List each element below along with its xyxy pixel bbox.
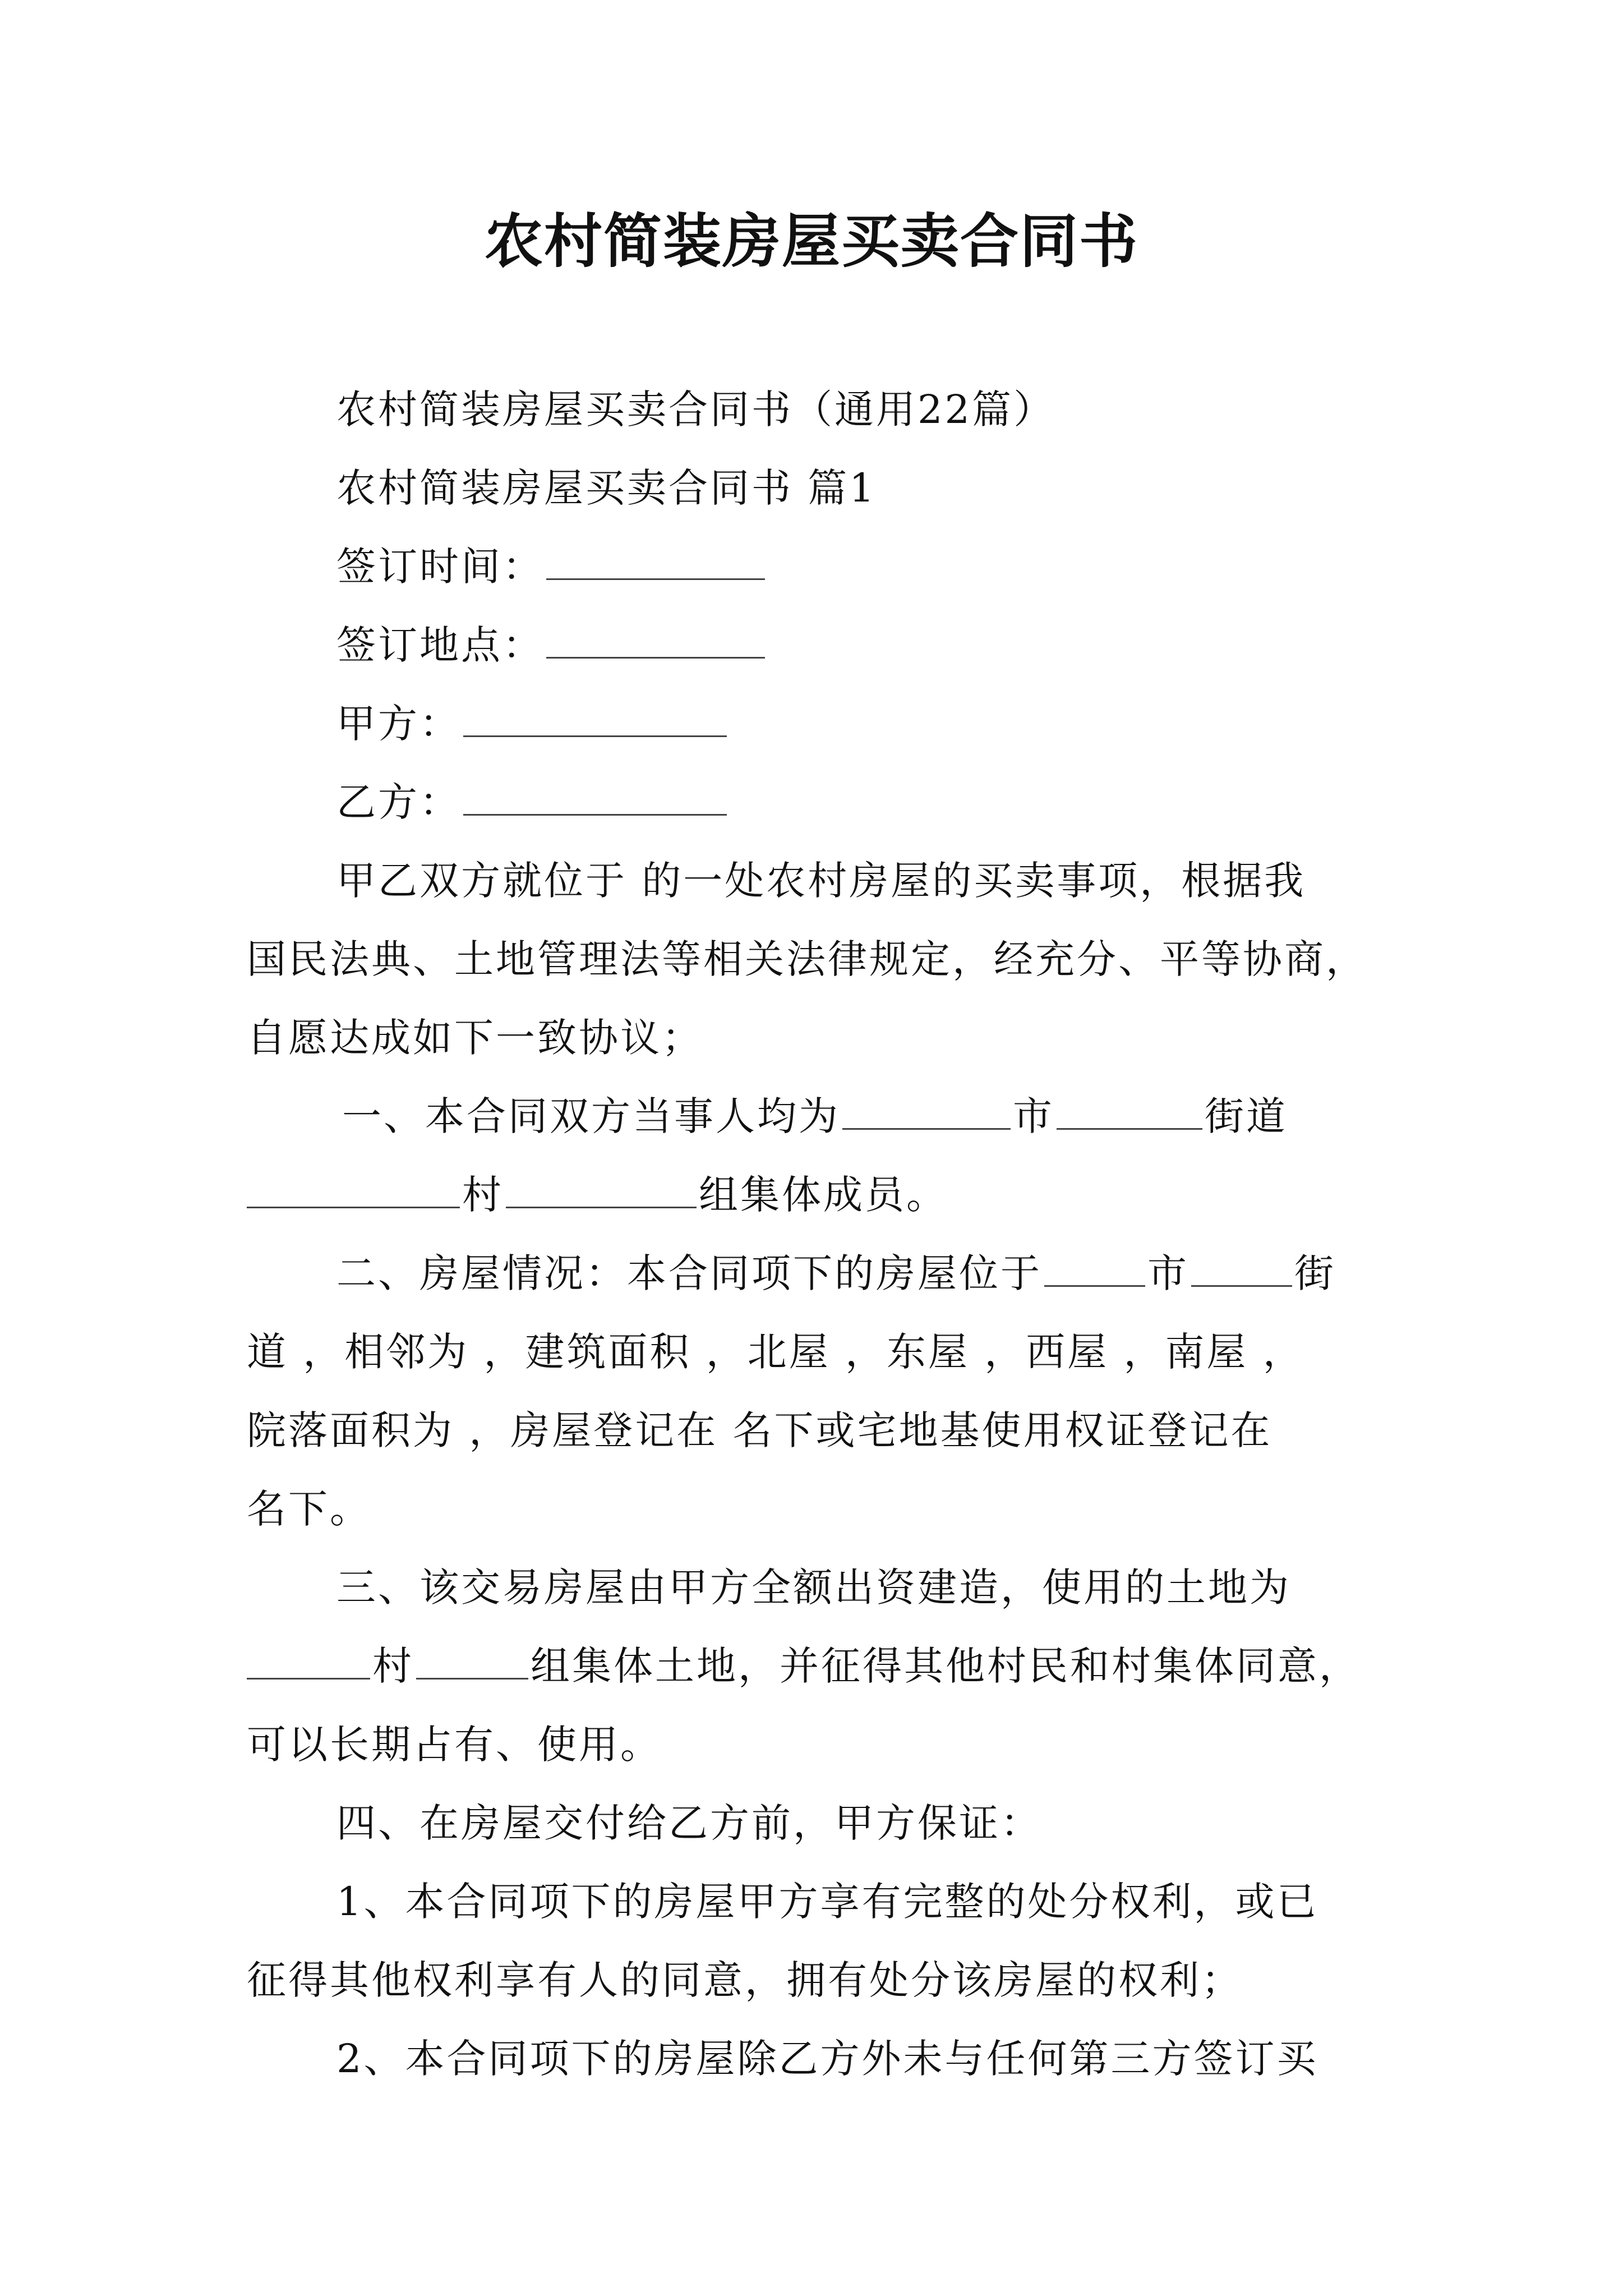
document-subtitle: 农村简装房屋买卖合同书（通用22篇） [336,386,1055,432]
clause-2-line-3: 院落面积为 ，房屋登记在 名下或宅地基使用权证登记在 [247,1407,1272,1453]
sign-place-label: 签订地点： [336,622,544,668]
clause-1-line-1 [247,1077,1380,1156]
party-a-row [336,696,1469,752]
item-2-line-1: 2、本合同项下的房屋除乙方外未与任何第三方签订买 [336,2036,1318,2082]
clause-2-text-a: 二、房屋情况：本合同项下的房屋位于 [336,1250,1042,1296]
party-a-blank [463,701,727,737]
sign-place-row [336,617,1469,673]
sign-time-label: 签订时间： [336,544,544,590]
clause-1-text-village: 村 [462,1172,504,1218]
item-2 [247,2019,1380,2098]
clause-2-line-4: 名下。 [247,1486,371,1532]
clause-4-line-1: 四、在房屋交付给乙方前，甲方保证： [336,1800,1042,1846]
clause-2-blank-city [1044,1250,1145,1287]
document-title: 农村简装房屋买卖合同书 [484,206,1138,275]
clause-3-line-3: 可以长期占有、使用。 [247,1722,662,1768]
item-1-line-2: 征得其他权利享有人的同意，拥有处分该房屋的权利； [247,1957,1243,2003]
clause-3 [247,1548,1380,1784]
clause-2-blank-street [1191,1250,1292,1287]
party-b-label: 乙方： [336,779,461,825]
intro-line-1: 甲乙双方就位于 的一处农村房屋的买卖事项，根据我 [336,858,1306,904]
clause-1-text-end: 组集体成员。 [699,1172,948,1218]
intro-paragraph [247,841,1380,1077]
clause-1-text-city: 市 [1013,1093,1054,1139]
intro-line-2: 国民法典、土地管理法等相关法律规定，经充分、平等协商， [247,936,1367,982]
clause-1-blank-village [247,1172,460,1208]
clause-3-line-1: 三、该交易房屋由甲方全额出资建造，使用的土地为 [336,1565,1291,1611]
clause-3-line-2 [247,1627,1380,1705]
sign-place-blank [546,622,765,659]
party-b-row [336,774,1469,830]
item-1 [247,1862,1380,2019]
item-1-line-1: 1、本合同项下的房屋甲方享有完整的处分权利，或已 [336,1879,1318,1925]
clause-2-line-2: 道 ，相邻为 ，建筑面积 ，北屋 ，东屋 ，西屋 ，南屋 ， [247,1329,1304,1375]
party-a-label: 甲方： [336,701,461,747]
sign-time-blank [546,544,765,580]
clause-1-blank-city [842,1093,1011,1130]
clause-2-text-city: 市 [1147,1250,1189,1296]
clause-1-text-street: 街道 [1205,1093,1288,1139]
clause-1-line-2 [247,1156,1380,1234]
party-b-blank [463,779,727,816]
clause-1-blank-street [1057,1093,1202,1130]
clause-2-line-1 [247,1234,1380,1313]
clause-1-text-a: 一、本合同双方当事人均为 [342,1093,840,1139]
clause-4 [247,1784,1380,1862]
sign-time-row [336,539,1469,595]
clause-3-text-village: 村 [372,1643,414,1689]
clause-3-blank-village [247,1643,370,1680]
section-heading: 农村简装房屋买卖合同书 篇1 [336,465,877,511]
clause-2 [247,1234,1380,1548]
clause-1 [247,1077,1380,1234]
clause-2-text-street: 街 [1294,1250,1336,1296]
clause-3-text-b: 组集体土地，并征得其他村民和村集体同意， [531,1643,1361,1689]
clause-1-blank-group [506,1172,697,1208]
intro-line-3: 自愿达成如下一致协议； [247,1015,703,1061]
clause-3-blank-group [416,1643,528,1680]
